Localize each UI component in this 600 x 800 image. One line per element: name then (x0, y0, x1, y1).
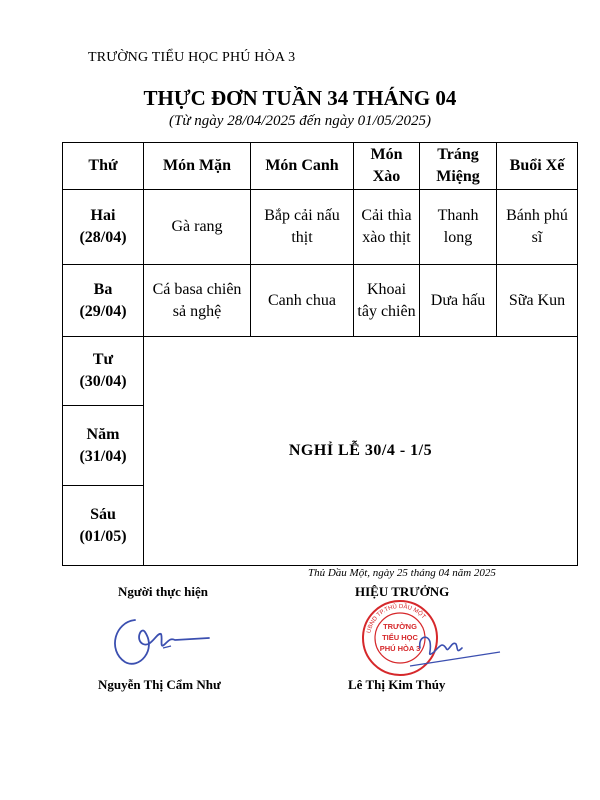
main-dish-cell: Cá basa chiên sả nghệ (144, 265, 251, 337)
dessert-cell: Thanh long (420, 190, 497, 265)
preparer-name: Nguyễn Thị Cẩm Như (98, 677, 221, 692)
signature-date-line: Thủ Dầu Một, ngày 25 tháng 04 năm 2025 (308, 567, 496, 579)
column-header-soup: Món Canh (251, 143, 354, 190)
table-row (63, 265, 578, 337)
table-row (63, 190, 578, 265)
preparer-signature (105, 610, 215, 670)
snack-cell: Sữa Kun (497, 265, 578, 337)
table-row (63, 337, 578, 406)
day-cell: Hai (28/04) (63, 190, 144, 265)
day-cell: Sáu (01/05) (63, 486, 144, 566)
column-header-snack: Buổi Xế (497, 143, 578, 190)
svg-text:UBND TP.THỦ DẦU MỘT: UBND TP.THỦ DẦU MỘT (366, 603, 427, 634)
svg-text:TRƯỜNG: TRƯỜNG (383, 622, 417, 631)
principal-role: HIỆU TRƯỞNG (355, 584, 450, 599)
main-dish-cell: Gà rang (144, 190, 251, 265)
day-cell: Ba (29/04) (63, 265, 144, 337)
weekly-menu-table (62, 142, 578, 566)
column-header-main-dish: Món Mặn (144, 143, 251, 190)
stir-fry-cell: Khoai tây chiên (354, 265, 420, 337)
menu-title: THỰC ĐƠN TUẦN 34 THÁNG 04 (143, 86, 457, 110)
column-header-stir-fry: Món Xào (354, 143, 420, 190)
soup-cell: Canh chua (251, 265, 354, 337)
column-header-dessert: Tráng Miệng (420, 143, 497, 190)
dessert-cell: Dưa hấu (420, 265, 497, 337)
column-header-day: Thứ (63, 143, 144, 190)
svg-text:TIỂU HỌC: TIỂU HỌC (382, 633, 418, 642)
holiday-notice: NGHỈ LỄ 30/4 - 1/5 (144, 337, 578, 566)
svg-text:PHÚ HÒA 3: PHÚ HÒA 3 (379, 644, 421, 653)
soup-cell: Bắp cải nấu thịt (251, 190, 354, 265)
principal-signature (400, 628, 510, 678)
date-range: (Từ ngày 28/04/2025 đến ngày 01/05/2025) (169, 113, 431, 129)
day-cell: Tư (30/04) (63, 337, 144, 406)
school-name: TRƯỜNG TIỂU HỌC PHÚ HÒA 3 (88, 50, 296, 65)
principal-name: Lê Thị Kim Thúy (348, 677, 446, 692)
preparer-role: Người thực hiện (118, 584, 208, 599)
table-header-row (63, 143, 578, 190)
snack-cell: Bánh phú sĩ (497, 190, 578, 265)
day-cell: Năm (31/04) (63, 406, 144, 486)
stir-fry-cell: Cải thìa xào thịt (354, 190, 420, 265)
